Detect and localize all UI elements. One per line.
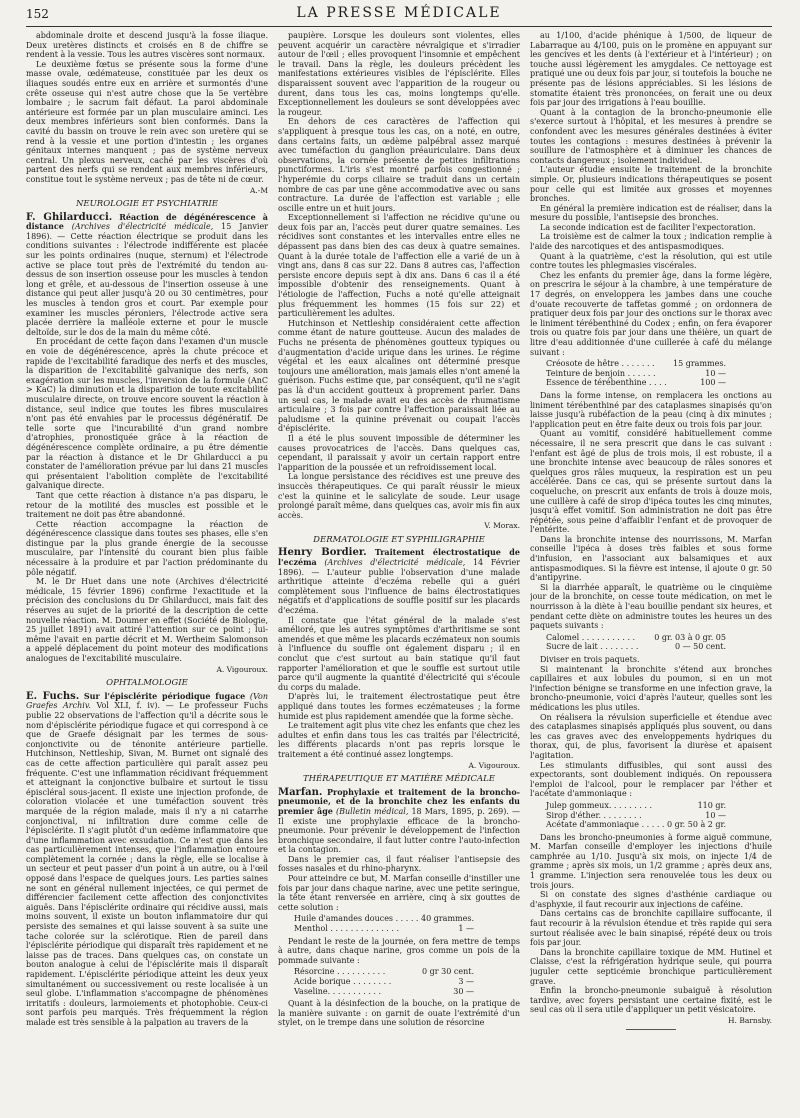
paragraph: Quant au vomitif, considéré habituellement comme nécessaire, il ne sera prescrit que dans le cas suivant : l'enfant est âgé de plus de trois mois, il est robuste, il a une bronchite intense avec beaucoup de râles sonores et quelques gros râles muqueux, la respiration est un peu accélérée. Dans ce cas, qui se présente surtout dans la coqueluche, on prescrit aux enfants de trois à douze mois, une cuillère à café de sirop d'ipéca toutes les cinq minutes, jusqu'à effet vomitif. Son administration ne doit pas être répétée, sous peine d'affaiblir l'enfant et de provoquer de l'entérite. <box>530 429 772 535</box>
article-title: Réaction de dégénérescence à distance <box>26 211 268 232</box>
column-1 <box>26 31 268 1111</box>
paragraph: D'après lui, le traitement électrostatique peut être appliqué dans toutes les formes eczémateuses ; la forme humide est plus rapidement amendée que la forme sèche. <box>278 692 520 721</box>
article-text: — Cette réaction électrique se produit dans les conditions suivantes : l'électrode indifférente est placée sur les points ordinaires (nuque, sternum) et l'électrode active se place tout près de l'extrémité du tendon au-dessus de son insertion osseuse pour les muscles à tendon long et grêle, et au-dessous de l'insertion osseuse à une distance qui peut aller jusqu'à 20 ou 30 centimètres, pour les muscles à tendon gros et court. Par exemple pour examiner les muscles péroniers, l'électrode active sera placée derrière la malléole externe et pour le muscle deltoïde, sur le dos de la main du même côté. <box>26 231 268 337</box>
section-heading-therapeutics: THÉRAPEUTIQUE ET MATIÈRE MÉDICALE <box>302 774 496 785</box>
formula-row: Essence de térébenthine . . . . 100 — <box>546 378 726 388</box>
paragraph: abdominale droite et descend jusqu'à la fosse iliaque. Deux uretères distincts et croisés en 8 de chiffre se rendent à la vessie. Tous les autres viscères sont normaux. <box>26 31 268 60</box>
paragraph: au 1/100, d'acide phénique à 1/500, de liqueur de Labarraque au 4/100, puis on le promène en appuyant sur les gencives et les dents (à l'extérieur et à l'intérieur) ; on touche aussi légèrement les amygdales. Ce nettoyage est pratiqué une ou deux fois par jour, si toutefois la bouche ne présente pas de lésions appréciables. Si les lésions de stomatite étaient très prononcées, on ferait une ou deux fois par jour des irrigations à l'eau bouillie. <box>530 31 772 108</box>
paragraph: Quant à la contagion de la broncho-pneumonie elle s'exerce surtout à l'hôpital, et les mesures à prendre se confondent avec les mesures générales destinées à éviter toutes les contagions : mesures destinées à prévenir la souillure de l'atmosphère et à diminuer les chances de contacts dangereux ; isolement individuel. <box>530 107 772 165</box>
text-columns <box>26 31 772 1111</box>
prescription-formula-5 <box>546 801 772 830</box>
paragraph: Le deuxième fœtus se présente sous la forme d'une masse ovale, œdémateuse, constituée par les deux os iliaques soudés entre eux en arrière et surmontés d'une crête osseuse qui n'est autre chose que la 5e vertèbre lombaire ; le sacrum fait défaut. La paroi abdominale antérieure est formée par un plan musculaire aminci. Les deux membres inférieurs sont bien conformés. Dans la cavité du bassin on trouve le rein avec son uretère qui se rend à la vessie et une portion d'intestin ; les organes génitaux internes manquent ; pas de système nerveux central. Un plexus nerveux, caché par les viscères d'où partent des nerfs qui se rendent aux membres inférieurs, constitue tout le système nerveux ; pas de tête ni de cœur. <box>26 59 268 184</box>
paragraph: Le traitement agit plus vite chez les enfants que chez les adultes et enfin dans tous les cas traités par l'électricité, les différents placards n'ont pas repris lorsque le traitement a été continué assez longtemps. <box>278 721 520 759</box>
paragraph: Diviser en trois paquets. <box>540 655 640 664</box>
article-text: — L'auteur publie l'observation d'une malade arthritique atteinte d'eczéma rebelle qui a guéri complètement sous l'influence de bains électrostatiques négatifs et d'applications de souffle positif sur les placards d'eczéma. <box>278 567 520 616</box>
section-heading-neurology: NEUROLOGIE ET PSYCHIATRIE <box>75 199 218 210</box>
formula-row: Résorcine . . . . . . . . . . 0 gr 30 cent. <box>294 967 474 977</box>
article-author: E. Fuchs. <box>26 690 80 702</box>
paragraph: Enfin la broncho-pneumonie subaiguë à résolution tardive, avec foyers persistant une certaine fixité, est le seul cas où il sera utile d'appliquer un petit vésicatoire. <box>530 986 772 1015</box>
formula-row: Huile d'amandes douces . . . . . 40 grammes. <box>294 914 474 924</box>
end-rule <box>626 1029 676 1030</box>
paragraph: Pendant le reste de la journée, on fera mettre de temps à autre, dans chaque narine, gros comme un pois de la pommade suivante : <box>278 936 520 965</box>
paragraph: Les stimulants diffusibles, qui sont aussi des expectorants, sont doublement indiqués. On repoussera l'emploi de l'alcool, pour le remplacer par l'éther et l'acétate d'ammoniaque : <box>530 760 772 799</box>
formula-row: Acide borique . . . . . . . . 3 — <box>294 977 474 986</box>
paragraph: paupière. Lorsque les douleurs sont violentes, elles peuvent acquérir un caractère névralgique et s'irradier autour de l'œil ; elles provoquent l'insomnie et empêchent le travail. Dans la règle, les douleurs précèdent les manifestations extérieures visibles de l'épisclérite. Elles disparaissent souvent avec l'apparition de la rougeur ou durent, dans tous les cas, moins longtemps qu'elle. Exceptionnellement les douleurs se sont développées avec la rougeur. <box>278 31 520 117</box>
paragraph: Dans la forme intense, on remplacera les onctions au liniment térébenthiné par des cataplasmes sinapisés qu'on laisse jusqu'à rubéfaction de la peau (cinq à dix minutes ; l'application peut en être faite deux ou trois fois par jour. <box>530 390 772 429</box>
formula-row: Menthol . . . . . . . . . . . . . . 1 — <box>294 924 474 934</box>
article-text: — Il existe une prophylaxie efficace de la broncho-pneumonie. Pour prévenir le développement de l'infection bronchique secondaire, il faut lutter contre l'auto-infection et la contagion. <box>278 806 520 855</box>
page-header <box>26 0 772 27</box>
article-date: 14 Février 1896). <box>278 558 520 577</box>
paragraph: On réalisera la révulsion superficielle et étendue avec des cataplasmes sinapisés appliqués plus souvent, ou dans les cas graves avec des enveloppements hydriques du thorax, qui, de plus, favorisent la diurèse et apaisent l'agitation. <box>530 712 772 760</box>
prescription-formula-1 <box>294 914 520 933</box>
paragraph: En dehors de ces caractères de l'affection qui s'appliquent à presque tous les cas, on a noté, en outre, dans certains faits, un œdème palpébral assez marqué avec tuméfaction du ganglion préauriculaire. Dans deux observations, la cornée présente de petites infiltrations punctiformes. L'iris s'est montré parfois congestionné ; l'hyperémie du corps ciliaire se traduit dans un certain nombre de cas par une gêne accommodative avec ou sans contracture. La durée de l'affection est variable ; elle oscille entre un et huit jours. <box>278 117 520 213</box>
paragraph: La longue persistance des récidives est une preuve des insuccès thérapeutiques. Ce qui paraît réussir le mieux c'est la quinine et le salicylate de soude. Leur usage prolongé paraît même, dans quelques cas, avoir mis fin aux accès. <box>278 472 520 520</box>
article-source: (Bulletin médical, <box>336 806 409 816</box>
paragraph: Dans la bronchite capillaire toxique de MM. Hutinel et Claisse, c'est la réfrigération hydrique seule, qui pourra juguler cette septicémie bronchique particulièrement grave. <box>530 947 772 986</box>
column-3 <box>530 31 772 1111</box>
formula-row: Vaseline. . . . . . . . . . . 30 — <box>294 986 474 996</box>
paragraph: En général la première indication est de réaliser, dans la mesure du possible, l'antisepsie des bronches. <box>530 203 772 223</box>
prescription-formula-2 <box>294 967 520 996</box>
article-ghilarducci <box>26 213 268 338</box>
paragraph: Dans certains cas de bronchite capillaire suffocante, il faut recourir à la révulsion étendue et très rapide qui sera surtout réalisée avec le bain sinapisé, répété deux ou trois fois par jour. <box>530 909 772 948</box>
paragraph: Pour atteindre ce but, M. Marfan conseille d'instiller une fois par jour dans chaque narine, avec une petite seringue, la tête étant renversée en arrière, cinq à six gouttes de cette solution : <box>278 874 520 912</box>
signature: V. Morax. <box>484 521 520 531</box>
article-date: 18 Mars, 1895, p. 269). <box>411 806 509 816</box>
formula-row: Teinture de benjoin . . . . . . 10 — <box>546 368 726 378</box>
article-author: F. Ghilarducci. <box>26 211 113 223</box>
article-text: — Le professeur Fuchs publie 22 observations de l'affection qu'il a décrite sous le nom d'épisclérite périodique fugace et qui correspond à ce que de Graefe désignait par les termes de sous-conjonctivite ou de ténonite antérieure partielle. Hutchinson, Nettleship, Sivan, M. Burnet ont signalé des cas de cette affection particulière qui paraît assez peu fréquente. C'est une inflammation récidivant fréquemment et atteignant la conjonctive bulbaire et surtout le tissu épiscléral sous-jacent. Il existe une injection profonde, de coloration violacée et une tuméfaction souvent très marquée de la région malade, mais il n'y a ni catarrhe conjonctival, ni infiltration dure comme celle de l'épisclérite. Il s'agit plutôt d'un œdème inflammatoire que d'une inflammation avec exsudation. Ce n'est que dans les cas particulièrement intenses, que l'inflammation entoure complètement la cornée ; dans la règle, elle se localise à un secteur et peut passer d'un point à un autre, ou à l'œil opposé dans l'espace de quelques jours. Les parties saines ne sont en général nullement injectées, ce qui permet de différencier facilement cette affection des conjonctivites aiguës. Dans l'épisclérite ordinaire qui récidive aussi, mais moins souvent, il existe un bouton inflammatoire dur qui persiste des semaines et qui laisse souvent à sa suite une tache colorée sur la sclérotique. Rien de pareil dans l'épisclérite périodique qui disparaît très rapidement et ne laisse pas de traces. Dans quelques cas, on constate un bouton analogue à celui de l'épisclérite mais il disparaît rapidement. L'épisclérite périodique atteint les deux yeux simultanément ou successivement ou reste localisée à un seul globe. L'inflammation s'accompagne de phénomènes irritatifs : douleurs, larmoiements et photophobie. Ceux-ci sont parfois peu marqués. Très fréquemment la région malade est très sensible à la palpation au travers de la <box>26 701 268 1027</box>
article-title: Prophylaxie et traitement de la broncho-pneumonie, et de la bronchite chez les enfants du premier âge <box>278 786 520 816</box>
signature: A.-M <box>249 185 268 195</box>
signature: H. Barnsby. <box>728 1015 772 1025</box>
section-heading-ophthalmology: OPHTALMOLOGIE <box>106 678 188 689</box>
paragraph: Exceptionnellement si l'affection ne récidive qu'une ou deux fois par an, l'accès peut durer quatre semaines. Les récidives sont constantes et les intervalles entre elles ne dépassent pas dans bien des cas deux à quatre semaines. Quant à la durée totale de l'affection elle a varié de un à vingt ans, dans 8 cas sur 22. Dans 8 autres cas, l'affection persiste encore depuis sept à dix ans. Dans 6 cas il a été impossible d'obtenir des renseignements. Quant à l'étiologie de l'affection, Fuchs a noté qu'elle atteignait plus fréquemment les hommes (15 fois sur 22) et particulièrement les adultes. <box>278 213 520 319</box>
formula-row: Sirop d'éther. . . . . . . . . 10 — <box>546 810 726 820</box>
article-marfan <box>278 788 520 855</box>
paragraph: Il constate que l'état général de la malade s'est amélioré, que les autres symptômes d'arthritisme se sont amendés et que même les placards eczémateux non soumis à l'influence du souffle ont également disparu ; il en conclut que c'est surtout au bain statique qu'il faut rapporter l'amélioration et que le souffle est surtout utile parce qu'il augmente la quantité d'électricité qui s'écoule du corps du malade. <box>278 615 520 692</box>
column-2 <box>278 31 520 1111</box>
article-date: Vol XLI, f. iv). <box>96 701 161 711</box>
paragraph: Cette réaction accompagne la réaction de dégénérescence classique dans toutes ses phases, elle s'en distingue par la plus grande énergie de la secousse musculaire, par l'intensité du courant bien plus faible nécessaire à la produire et par l'action prédominante du pôle négatif. <box>26 519 268 577</box>
paragraph: Chez les enfants du premier âge, dans la forme légère, on prescrira le séjour à la chambre, à une température de 17 degrés, on enveloppera les jambes dans une couche d'ouate recouverte de taffetas gommé ; on ordonnera de pratiquer deux fois par jour des onctions sur le thorax avec le liniment térébenthiné du Codex ; enfin, on fera évaporer trois ou quatre fois par jour dans une théière, un quart de litre d'eau additionnée d'une cuillerée à café du mélange suivant : <box>530 270 772 357</box>
formula-row: Calomel . . . . . . . . . . . 0 gr. 03 à 0 gr. 05 <box>546 632 726 642</box>
prescription-formula-3 <box>546 359 772 388</box>
paragraph: L'auteur étudie ensuite le traitement de la bronchite simple. Or, plusieurs indications thérapeutiques se posent pour celle qui est limitée aux grosses et moyennes bronches. <box>530 165 772 204</box>
article-date: 15 Janvier 1896). <box>26 222 268 241</box>
paragraph: Tant que cette réaction à distance n'a pas disparu, le retour de la motilité des muscles est possible et le traitement ne doit pas être abandonné. <box>26 490 268 520</box>
paragraph: Si maintenant la bronchite s'étend aux bronches capillaires et aux lobules du poumon, si en un mot l'infection bénigne se transforme en une infection grave, la broncho-pneumonie, voici d'après l'auteur, quelles sont les médications les plus utiles. <box>530 664 772 712</box>
paragraph: Quant à la désinfection de la bouche, on la pratique de la manière suivante : on garnit de ouate l'extrémité d'un stylet, on le trempe dans une solution de résorcine <box>278 999 520 1028</box>
paragraph: Dans la bronchite intense des nourrissons, M. Marfan conseille l'ipéca à doses très faibles et sous forme d'infusion, en l'associant aux balsamiques et aux antispasmodiques. Si la fièvre est intense, il ajoute 0 gr. 50 d'antipyrine. <box>530 534 772 583</box>
paragraph: Hutchinson et Nettleship considéraient cette affection comme étant de nature goutteuse. Aucun des malades de Fuchs ne présenta de phénomènes goutteux typiques ou d'augmentation d'acide urique dans les urines. Le régime végétal et les eaux alcalines ont déterminé presque toujours une amélioration, mais jamais elles n'ont amené la guérison. Fuchs estime que, par conséquent, qu'il ne s'agit pas là d'un accident goutteux à proprement parler. Dans un seul cas, le malade avait eu des accès de rhumatisme articulaire ; 3 fois par contre l'affection paraissait liée au paludisme et la quinine prévenait ou coupait l'accès d'épisclérite. <box>278 318 520 434</box>
paragraph: Quant à la quatrième, c'est la résolution, qui est utile contre toutes les phlegmasies viscérales. <box>530 251 772 271</box>
signature: A. Vigouroux. <box>216 664 268 674</box>
formula-row: Sucre de lait . . . . . . . . 0 — 50 cent. <box>546 642 726 652</box>
paragraph: La seconde indication est de faciliter l'expectoration. <box>540 222 756 232</box>
article-title: Sur l'épisclérite périodique fugace <box>83 690 246 701</box>
journal-title: LA PRESSE MÉDICALE <box>296 5 502 21</box>
article-bordier <box>278 548 520 615</box>
paragraph: Dans les broncho-pneumonies à forme aiguë commune, M. Marfan conseille d'employer les injections d'huile camphrée au 1/10. Jusqu'à six mois, on injecte 1/4 de gramme ; après six mois, un 1/2 gramme ; après deux ans, 1 gramme. L'injection sera renouvelée tous les deux ou trois jours. <box>530 832 772 890</box>
article-author: Henry Bordier. <box>278 547 367 559</box>
paragraph: Si on constate des signes d'asthénie cardiaque ou d'asphyxie, il faut recourir aux injections de caféine. <box>530 890 772 909</box>
article-source: (Archives d'électricité médicale, <box>324 558 466 568</box>
article-source: (Von Graefes Archiv. <box>26 691 268 711</box>
article-source: (Archives d'électricité médicale, <box>71 222 214 232</box>
paragraph: Il a été le plus souvent impossible de déterminer les causes provocatrices de l'accès. Dans quelques cas, cependant, il paraissait y avoir un certain rapport entre l'apparition de la poussée et un refroidissement local. <box>278 433 520 472</box>
paragraph: Dans le premier cas, il faut réaliser l'antisepsie des fosses nasales et du rhino-pharynx. <box>278 854 520 874</box>
formula-row: Julep gommeux. . . . . . . . . 110 gr. <box>546 800 726 810</box>
article-title: Traitement électrostatique de l'eczéma <box>278 547 520 568</box>
page-number: 152 <box>26 7 49 21</box>
paragraph: En procédant de cette façon dans l'examen d'un muscle en voie de dégénérescence, après la chute précoce et rapide de l'excitabilité faradique des nerfs et des muscles, la disparition de l'excitabilité galvanique des nerfs, son exagération sur les muscles, l'inversion de la formule (AnC > KaC) la diminution et la disparition de toute excitabilité musculaire directe, on trouve encore souvent la réaction à distance, seul indice que toutes les fibres musculaires n'ont pas été envahies par le processus dégénératif. De telle sorte que l'incurabilité d'un grand nombre d'atrophies, pronostiquée grâce à la réaction de dégénérescence complète ordinaire, a pu être démentie par la réaction à distance et le Dr Ghilarducci a pu constater de l'amélioration prévue par lui dans 21 muscles qui présentaient l'abolition complète de l'excitabilité galvanique directe. <box>26 337 268 491</box>
section-heading-dermatology: DERMATOLOGIE ET SYPHILIGRAPHIE <box>313 534 485 545</box>
paragraph: Si la diarrhée apparaît, le quatrième ou le cinquième jour de la bronchite, on cesse toute médication, on met le nourrisson à la diète à l'eau bouillie pendant six heures, et pendant cette diète on administre toutes les heures un des paquets suivants : <box>530 582 772 631</box>
article-fuchs <box>26 692 268 1028</box>
article-author: Marfan. <box>278 786 323 798</box>
paragraph: La troisième est de calmer la toux ; indication remplie à l'aide des narcotiques et des antispasmodiques. <box>530 232 772 252</box>
prescription-formula-4 <box>546 633 772 652</box>
paragraph: M. le Dr Huet dans une note (Archives d'électricité médicale, 15 février 1896) confirme l'exactitude et la précision des conclusions du Dr Ghilarducci, mais fait des réserves au sujet de la priorité de la description de cette nouvelle réaction. M. Doumer en effet (Société de Biologie, 25 juillet 1891) avait attiré l'attention sur ce point ; lui-même l'avait en partie décrit et M. Wertheim Salomonson a appelé déplacement du point moteur des modifications analogues de l'excitabilité musculaire. <box>26 577 268 663</box>
signature: A. Vigouroux. <box>468 760 520 770</box>
formula-row: Acétate d'ammoniaque . . . . . 0 gr. 50 à 2 gr. <box>546 820 726 830</box>
formula-row: Créosote de hêtre . . . . . . . 15 grammes. <box>546 359 726 369</box>
